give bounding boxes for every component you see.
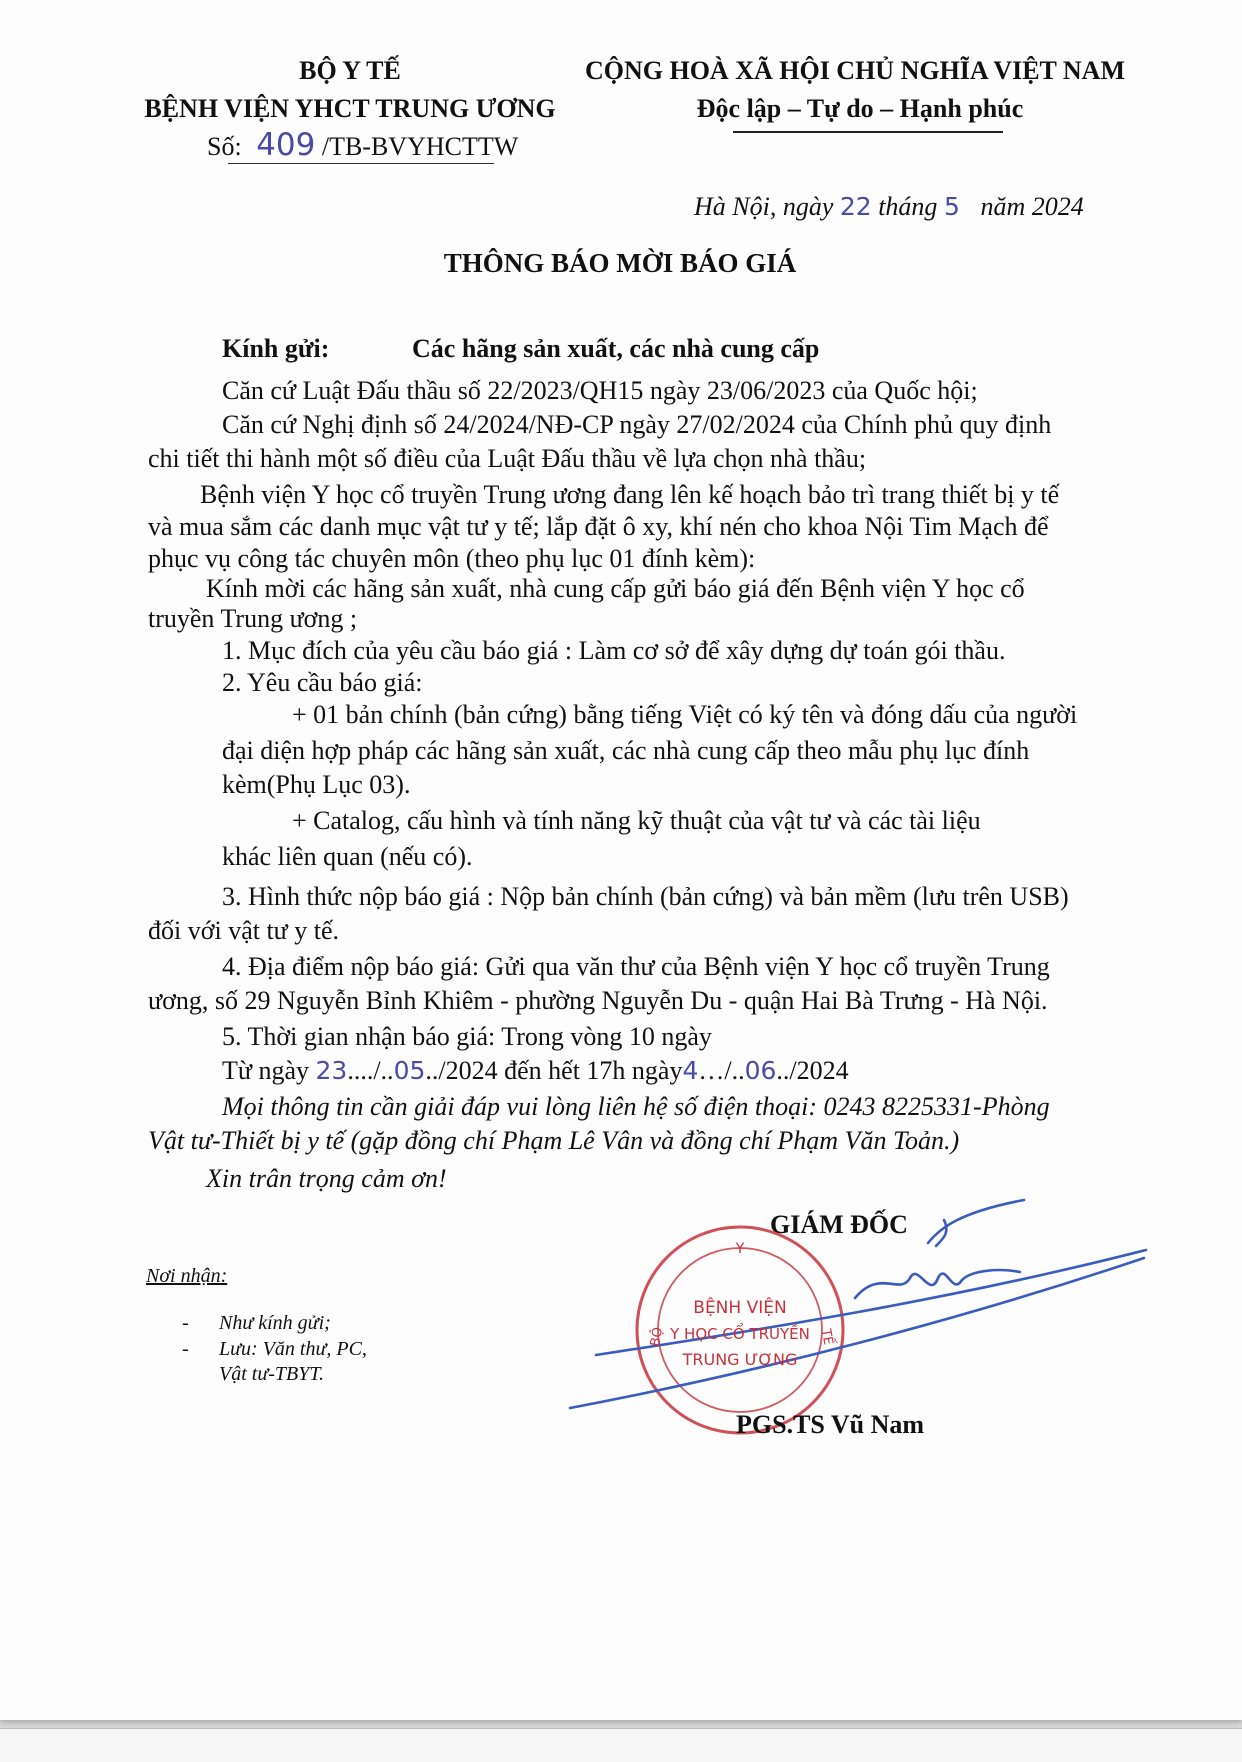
date-month: 5 — [943, 192, 960, 221]
intro-l3: phục vụ công tác chuyên môn (theo phụ lục 01 đính kèm): — [148, 544, 756, 573]
recipient-1: Như kính gửi; — [219, 1312, 331, 1334]
period-from-year: /2024 — [438, 1056, 498, 1085]
stamp-right-text: TẾ — [817, 1327, 836, 1347]
number-handwritten: 409 — [256, 127, 316, 163]
period-from-day: 23 — [315, 1056, 348, 1085]
item-3-l1: 3. Hình thức nộp báo giá : Nộp bản chính (bản cứng) và bản mềm (lưu trên USB) — [222, 882, 1069, 911]
date-prefix: Hà Nội, ngày — [694, 192, 834, 221]
item-4-l2: ương, số 29 Nguyễn Bỉnh Khiêm - phường Nguyễn Du - quận Hai Bà Trưng - Hà Nội. — [148, 986, 1048, 1015]
item-3-l2: đối với vật tư y tế. — [148, 916, 340, 945]
period-to-month: 06 — [744, 1056, 777, 1085]
period-to-year: /2024 — [789, 1056, 849, 1085]
recipient-dash-2: - — [182, 1338, 189, 1360]
stamp-line-2: Y HỌC CỔ TRUYỀN — [670, 1325, 810, 1343]
date-month-label: tháng — [878, 192, 938, 221]
period-from-month: 05 — [393, 1056, 426, 1085]
basis-decree-l1: Căn cứ Nghị định số 24/2024/NĐ-CP ngày 27/02/2024 của Chính phủ quy định — [222, 410, 1052, 439]
basis-decree-l2: chi tiết thi hành một số điều của Luật Đấu thầu về lựa chọn nhà thầu; — [148, 444, 867, 473]
recipient-value: Các hãng sản xuất, các nhà cung cấp — [412, 334, 820, 363]
number-label: Số: — [207, 132, 242, 161]
invite-l1: Kính mời các hãng sản xuất, nhà cung cấp gửi báo giá đến Bệnh viện Y học cổ — [206, 574, 1025, 603]
item-2b-l2: khác liên quan (nếu có). — [222, 842, 473, 871]
item-2: 2. Yêu cầu báo giá: — [222, 668, 423, 697]
stamp-top-letter: Y — [735, 1241, 745, 1257]
item-2b-l1: + Catalog, cấu hình và tính năng kỹ thuật của vật tư và các tài liệu — [292, 806, 981, 835]
period-to-label: đến hết 17h ngày — [504, 1056, 683, 1085]
signatory-name: PGS.TS Vũ Nam — [736, 1410, 925, 1439]
nation-motto: Độc lập – Tự do – Hạnh phúc — [696, 94, 1024, 123]
hospital-name: BỆNH VIỆN YHCT TRUNG ƯƠNG — [144, 94, 556, 123]
intro-l1: Bệnh viện Y học cổ truyền Trung ương đang lên kế hoạch bảo trì trang thiết bị y tế — [200, 480, 1060, 509]
recipient-label: Kính gửi: — [222, 334, 330, 363]
contact-l1: Mọi thông tin cần giải đáp vui lòng liên hệ số điện thoại: 0243 8225331-Phòng — [222, 1092, 1050, 1121]
invite-l2: truyền Trung ương ; — [148, 604, 358, 633]
contact-l2: Vật tư-Thiết bị y tế (gặp đồng chí Phạm Lê Vân và đồng chí Phạm Văn Toản.) — [148, 1126, 960, 1155]
stamp-left-text: BỘ — [648, 1326, 667, 1348]
period-from-label: Từ ngày — [222, 1056, 310, 1085]
number-suffix: /TB-BVYHCTTW — [321, 132, 519, 161]
date-year: năm 2024 — [980, 192, 1084, 221]
nation-name: CỘNG HOÀ XÃ HỘI CHỦ NGHĨA VIỆT NAM — [584, 56, 1126, 85]
submission-period: Từ ngày 23..../..05../2024 đến hết 17h ngày4…/..06../2024 — [222, 1056, 849, 1085]
recipient-dash-1: - — [182, 1312, 189, 1334]
recipient-2-l2: Vật tư-TBYT. — [219, 1363, 324, 1385]
recipient-2-l1: Lưu: Văn thư, PC, — [219, 1338, 367, 1360]
intro-l2: và mua sắm các danh mục vật tư y tế; lắp đặt ô xy, khí nén cho khoa Nội Tim Mạch để — [148, 512, 1049, 541]
item-5: 5. Thời gian nhận báo giá: Trong vòng 10 ngày — [222, 1022, 712, 1051]
recipients-label: Nơi nhận: — [146, 1265, 228, 1287]
signature-strokes — [570, 1200, 1146, 1408]
signatory-position: GIÁM ĐỐC — [770, 1210, 908, 1239]
stamp-line-1: BỆNH VIỆN — [693, 1298, 787, 1318]
date-day: 22 — [839, 192, 872, 221]
item-2a-l2: đại diện hợp pháp các hãng sản xuất, các nhà cung cấp theo mẫu phụ lục đính — [222, 736, 1030, 765]
item-1: 1. Mục đích của yêu cầu báo giá : Làm cơ sở để xây dựng dự toán gói thầu. — [222, 636, 1006, 665]
item-2a-l3: kèm(Phụ Lục 03). — [222, 770, 411, 799]
stamp-line-3: TRUNG ƯƠNG — [682, 1350, 798, 1369]
basis-law: Căn cứ Luật Đấu thầu số 22/2023/QH15 ngày 23/06/2023 của Quốc hội; — [222, 376, 978, 405]
document-title: THÔNG BÁO MỜI BÁO GIÁ — [443, 248, 797, 278]
thanks-line: Xin trân trọng cảm ơn! — [206, 1164, 447, 1193]
period-to-day: 4 — [682, 1056, 699, 1085]
item-4-l1: 4. Địa điểm nộp báo giá: Gửi qua văn thư của Bệnh viện Y học cổ truyền Trung — [222, 952, 1050, 981]
ministry-name: BỘ Y TẾ — [299, 56, 401, 85]
item-2a-l1: + 01 bản chính (bản cứng) bằng tiếng Việt có ký tên và đóng dấu của người — [292, 700, 1078, 729]
